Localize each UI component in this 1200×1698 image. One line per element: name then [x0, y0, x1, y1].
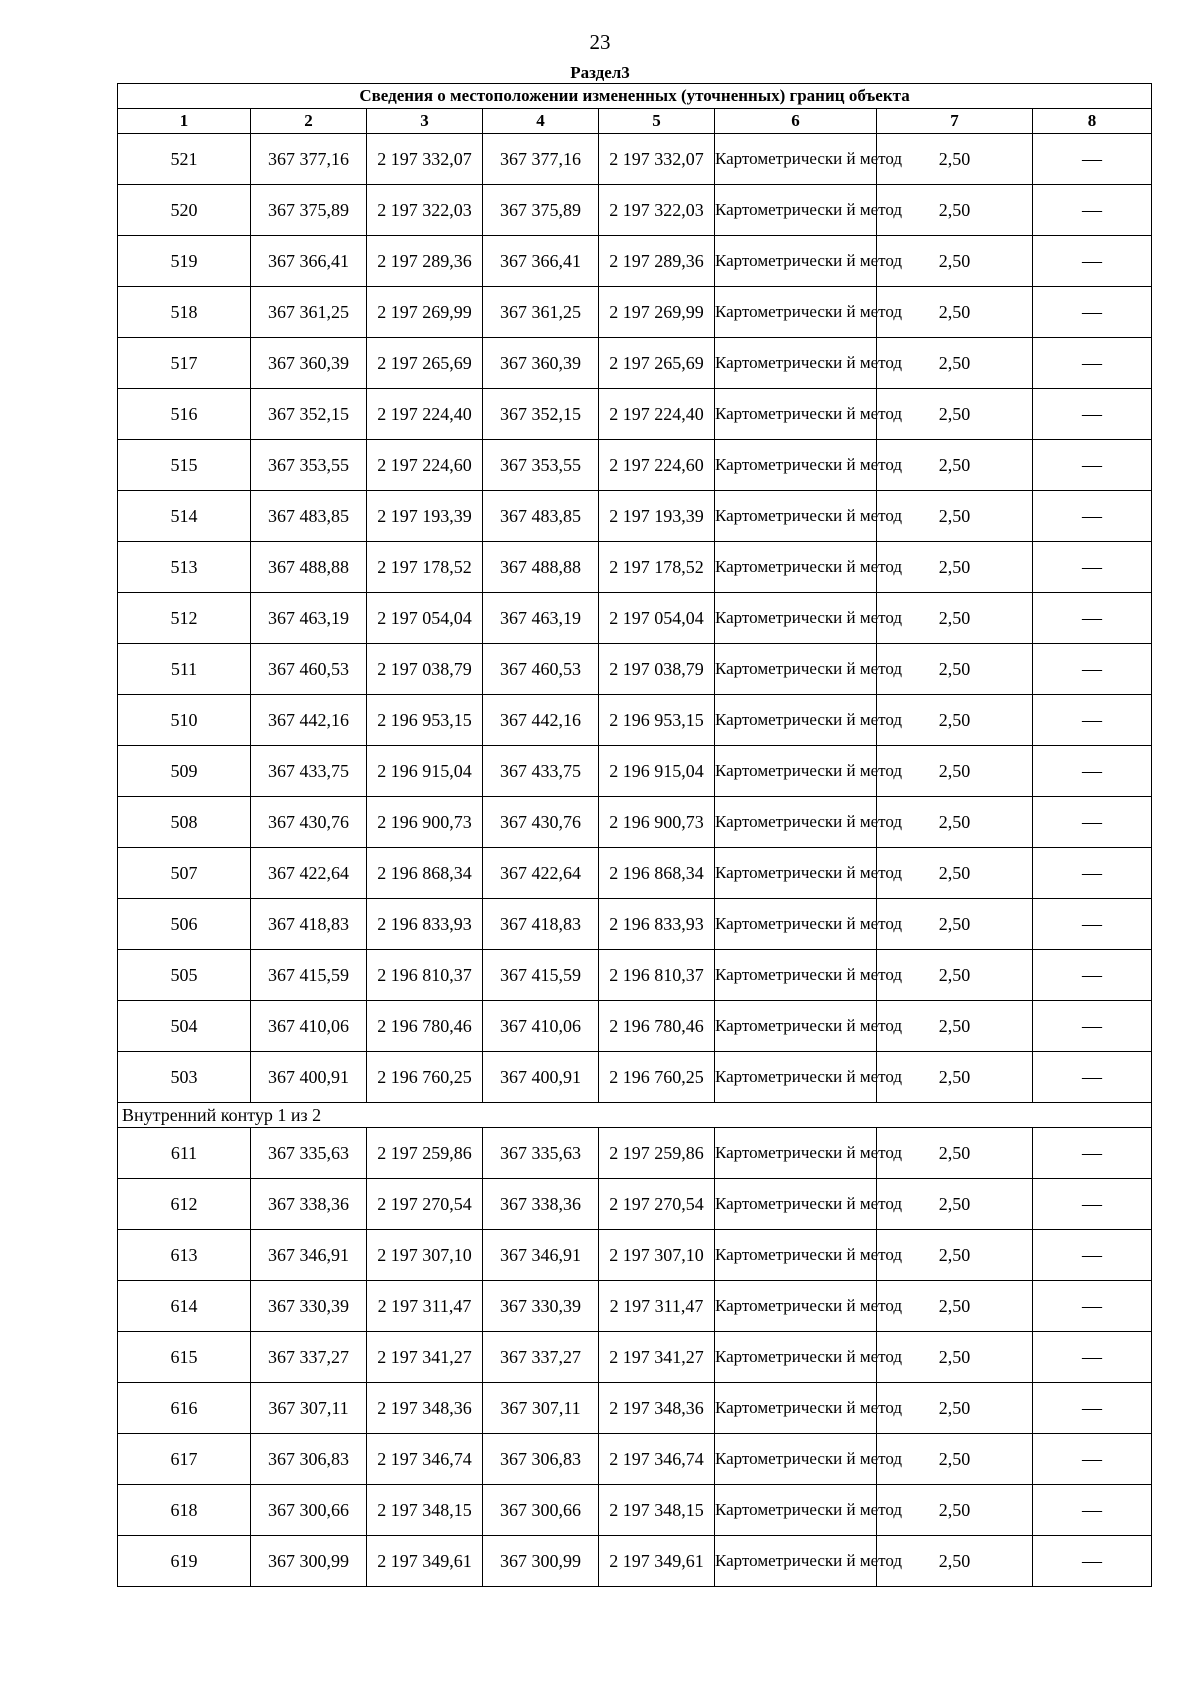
- cell-x-new: 367 418,83: [483, 899, 599, 950]
- cell-x-existing: 367 335,63: [251, 1128, 367, 1179]
- cell-note: —: [1033, 1128, 1152, 1179]
- cell-method: Картометрически й метод: [715, 389, 877, 440]
- cell-method: Картометрически й метод: [715, 236, 877, 287]
- cell-y-existing: 2 196 900,73: [367, 797, 483, 848]
- cell-x-existing: 367 352,15: [251, 389, 367, 440]
- cell-note: —: [1033, 1332, 1152, 1383]
- table-row: [118, 1485, 1152, 1536]
- cell-x-new: 367 463,19: [483, 593, 599, 644]
- cell-y-new: 2 197 038,79: [599, 644, 715, 695]
- column-header-3: 3: [367, 109, 483, 134]
- contour-row: [118, 1103, 1152, 1128]
- cell-method: Картометрически й метод: [715, 1128, 877, 1179]
- cell-y-existing: 2 197 054,04: [367, 593, 483, 644]
- cell-x-new: 367 307,11: [483, 1383, 599, 1434]
- cell-note: —: [1033, 1001, 1152, 1052]
- cell-method: Картометрически й метод: [715, 1383, 877, 1434]
- cell-note: —: [1033, 797, 1152, 848]
- cell-x-existing: 367 353,55: [251, 440, 367, 491]
- cell-x-new: 367 375,89: [483, 185, 599, 236]
- cell-point-number: 615: [118, 1332, 251, 1383]
- cell-note: —: [1033, 491, 1152, 542]
- cell-y-new: 2 197 259,86: [599, 1128, 715, 1179]
- cell-y-existing: 2 196 915,04: [367, 746, 483, 797]
- cell-x-existing: 367 418,83: [251, 899, 367, 950]
- column-header-2: 2: [251, 109, 367, 134]
- cell-x-new: 367 433,75: [483, 746, 599, 797]
- cell-x-existing: 367 300,99: [251, 1536, 367, 1587]
- cell-note: —: [1033, 389, 1152, 440]
- cell-y-existing: 2 197 332,07: [367, 134, 483, 185]
- cell-x-existing: 367 337,27: [251, 1332, 367, 1383]
- table-row: [118, 950, 1152, 1001]
- cell-y-new: 2 197 270,54: [599, 1179, 715, 1230]
- cell-accuracy: 2,50: [877, 185, 1033, 236]
- cell-x-existing: 367 488,88: [251, 542, 367, 593]
- cell-method: Картометрически й метод: [715, 797, 877, 848]
- cell-note: —: [1033, 950, 1152, 1001]
- cell-y-existing: 2 197 224,60: [367, 440, 483, 491]
- cell-x-existing: 367 300,66: [251, 1485, 367, 1536]
- cell-note: —: [1033, 1485, 1152, 1536]
- table-row: [118, 134, 1152, 185]
- cell-y-new: 2 197 178,52: [599, 542, 715, 593]
- cell-accuracy: 2,50: [877, 899, 1033, 950]
- cell-point-number: 508: [118, 797, 251, 848]
- cell-accuracy: 2,50: [877, 440, 1033, 491]
- cell-y-existing: 2 197 348,36: [367, 1383, 483, 1434]
- cell-accuracy: 2,50: [877, 491, 1033, 542]
- table-row: [118, 1281, 1152, 1332]
- cell-method: Картометрически й метод: [715, 950, 877, 1001]
- cell-note: —: [1033, 1434, 1152, 1485]
- cell-x-existing: 367 338,36: [251, 1179, 367, 1230]
- column-header-5: 5: [599, 109, 715, 134]
- table-row: [118, 848, 1152, 899]
- cell-y-existing: 2 197 341,27: [367, 1332, 483, 1383]
- cell-note: —: [1033, 695, 1152, 746]
- cell-y-existing: 2 196 810,37: [367, 950, 483, 1001]
- cell-accuracy: 2,50: [877, 1332, 1033, 1383]
- cell-note: —: [1033, 593, 1152, 644]
- cell-accuracy: 2,50: [877, 338, 1033, 389]
- cell-point-number: 619: [118, 1536, 251, 1587]
- cell-y-existing: 2 196 868,34: [367, 848, 483, 899]
- cell-y-new: 2 197 224,60: [599, 440, 715, 491]
- cell-method: Картометрически й метод: [715, 746, 877, 797]
- cell-method: Картометрически й метод: [715, 542, 877, 593]
- cell-note: —: [1033, 134, 1152, 185]
- cell-point-number: 519: [118, 236, 251, 287]
- cell-method: Картометрически й метод: [715, 1230, 877, 1281]
- cell-accuracy: 2,50: [877, 797, 1033, 848]
- cell-accuracy: 2,50: [877, 746, 1033, 797]
- cell-y-existing: 2 197 270,54: [367, 1179, 483, 1230]
- cell-y-existing: 2 197 307,10: [367, 1230, 483, 1281]
- table-row: [118, 491, 1152, 542]
- table-row: [118, 746, 1152, 797]
- cell-y-existing: 2 196 760,25: [367, 1052, 483, 1103]
- cell-accuracy: 2,50: [877, 1434, 1033, 1485]
- cell-y-new: 2 196 953,15: [599, 695, 715, 746]
- table-row: [118, 542, 1152, 593]
- column-header-7: 7: [877, 109, 1033, 134]
- cell-y-new: 2 197 346,74: [599, 1434, 715, 1485]
- cell-x-existing: 367 360,39: [251, 338, 367, 389]
- inner-contour-label: Внутренний контур 1 из 2: [118, 1103, 1152, 1128]
- cell-x-new: 367 410,06: [483, 1001, 599, 1052]
- cell-method: Картометрически й метод: [715, 899, 877, 950]
- cell-x-existing: 367 377,16: [251, 134, 367, 185]
- cell-y-existing: 2 197 269,99: [367, 287, 483, 338]
- cell-x-existing: 367 361,25: [251, 287, 367, 338]
- column-header-4: 4: [483, 109, 599, 134]
- cell-y-existing: 2 197 265,69: [367, 338, 483, 389]
- cell-x-new: 367 300,99: [483, 1536, 599, 1587]
- table-title: Сведения о местоположении измененных (уточненных) границ объекта: [118, 84, 1152, 109]
- cell-y-new: 2 197 269,99: [599, 287, 715, 338]
- cell-y-existing: 2 197 322,03: [367, 185, 483, 236]
- cell-y-new: 2 197 289,36: [599, 236, 715, 287]
- cell-method: Картометрически й метод: [715, 1434, 877, 1485]
- cell-point-number: 509: [118, 746, 251, 797]
- cell-note: —: [1033, 1383, 1152, 1434]
- cell-x-existing: 367 433,75: [251, 746, 367, 797]
- cell-y-new: 2 197 265,69: [599, 338, 715, 389]
- cell-y-existing: 2 197 289,36: [367, 236, 483, 287]
- cell-y-existing: 2 197 349,61: [367, 1536, 483, 1587]
- cell-point-number: 504: [118, 1001, 251, 1052]
- cell-y-new: 2 197 348,36: [599, 1383, 715, 1434]
- cell-x-new: 367 306,83: [483, 1434, 599, 1485]
- cell-y-existing: 2 197 348,15: [367, 1485, 483, 1536]
- cell-point-number: 512: [118, 593, 251, 644]
- cell-x-existing: 367 366,41: [251, 236, 367, 287]
- cell-accuracy: 2,50: [877, 287, 1033, 338]
- column-header-8: 8: [1033, 109, 1152, 134]
- cell-point-number: 503: [118, 1052, 251, 1103]
- cell-point-number: 618: [118, 1485, 251, 1536]
- cell-point-number: 521: [118, 134, 251, 185]
- cell-y-new: 2 196 780,46: [599, 1001, 715, 1052]
- cell-accuracy: 2,50: [877, 1179, 1033, 1230]
- cell-point-number: 505: [118, 950, 251, 1001]
- cell-note: —: [1033, 746, 1152, 797]
- cell-x-existing: 367 442,16: [251, 695, 367, 746]
- cell-method: Картометрически й метод: [715, 440, 877, 491]
- table-row: [118, 440, 1152, 491]
- cell-y-new: 2 197 054,04: [599, 593, 715, 644]
- cell-x-new: 367 360,39: [483, 338, 599, 389]
- cell-y-new: 2 197 193,39: [599, 491, 715, 542]
- cell-x-new: 367 442,16: [483, 695, 599, 746]
- cell-method: Картометрически й метод: [715, 695, 877, 746]
- table-row: [118, 1179, 1152, 1230]
- cell-x-new: 367 415,59: [483, 950, 599, 1001]
- cell-point-number: 616: [118, 1383, 251, 1434]
- cell-point-number: 611: [118, 1128, 251, 1179]
- inner-contour-rows: [118, 1128, 1152, 1587]
- cell-x-existing: 367 400,91: [251, 1052, 367, 1103]
- cell-accuracy: 2,50: [877, 848, 1033, 899]
- cell-point-number: 507: [118, 848, 251, 899]
- cell-x-existing: 367 306,83: [251, 1434, 367, 1485]
- cell-y-new: 2 197 332,07: [599, 134, 715, 185]
- table-row: [118, 1536, 1152, 1587]
- cell-x-new: 367 488,88: [483, 542, 599, 593]
- cell-y-new: 2 196 868,34: [599, 848, 715, 899]
- cell-accuracy: 2,50: [877, 1001, 1033, 1052]
- cell-accuracy: 2,50: [877, 1383, 1033, 1434]
- cell-point-number: 520: [118, 185, 251, 236]
- page-number: 23: [589, 30, 611, 54]
- cell-x-new: 367 361,25: [483, 287, 599, 338]
- cell-x-new: 367 335,63: [483, 1128, 599, 1179]
- cell-method: Картометрически й метод: [715, 848, 877, 899]
- cell-point-number: 513: [118, 542, 251, 593]
- table-row: [118, 1128, 1152, 1179]
- cell-x-existing: 367 463,19: [251, 593, 367, 644]
- cell-x-new: 367 338,36: [483, 1179, 599, 1230]
- cell-method: Картометрически й метод: [715, 1179, 877, 1230]
- cell-accuracy: 2,50: [877, 542, 1033, 593]
- table-row: [118, 644, 1152, 695]
- cell-accuracy: 2,50: [877, 1128, 1033, 1179]
- cell-x-existing: 367 346,91: [251, 1230, 367, 1281]
- table-row: [118, 185, 1152, 236]
- cell-y-new: 2 197 348,15: [599, 1485, 715, 1536]
- cell-accuracy: 2,50: [877, 644, 1033, 695]
- cell-x-new: 367 377,16: [483, 134, 599, 185]
- table-row: [118, 1052, 1152, 1103]
- cell-x-new: 367 430,76: [483, 797, 599, 848]
- table-row: [118, 1434, 1152, 1485]
- cell-note: —: [1033, 338, 1152, 389]
- table-row: [118, 695, 1152, 746]
- cell-y-new: 2 197 224,40: [599, 389, 715, 440]
- cell-y-existing: 2 196 833,93: [367, 899, 483, 950]
- cell-x-new: 367 337,27: [483, 1332, 599, 1383]
- cell-point-number: 518: [118, 287, 251, 338]
- cell-x-existing: 367 430,76: [251, 797, 367, 848]
- cell-y-new: 2 196 833,93: [599, 899, 715, 950]
- cell-accuracy: 2,50: [877, 1052, 1033, 1103]
- cell-y-existing: 2 197 193,39: [367, 491, 483, 542]
- cell-y-new: 2 197 322,03: [599, 185, 715, 236]
- cell-note: —: [1033, 236, 1152, 287]
- cell-point-number: 514: [118, 491, 251, 542]
- cell-y-new: 2 196 915,04: [599, 746, 715, 797]
- cell-note: —: [1033, 542, 1152, 593]
- cell-accuracy: 2,50: [877, 389, 1033, 440]
- cell-x-existing: 367 330,39: [251, 1281, 367, 1332]
- coordinates-table: [117, 83, 1152, 1587]
- cell-accuracy: 2,50: [877, 236, 1033, 287]
- cell-accuracy: 2,50: [877, 134, 1033, 185]
- cell-note: —: [1033, 1230, 1152, 1281]
- cell-point-number: 511: [118, 644, 251, 695]
- cell-point-number: 617: [118, 1434, 251, 1485]
- cell-x-existing: 367 307,11: [251, 1383, 367, 1434]
- cell-y-existing: 2 196 780,46: [367, 1001, 483, 1052]
- cell-note: —: [1033, 1281, 1152, 1332]
- cell-note: —: [1033, 899, 1152, 950]
- cell-x-existing: 367 422,64: [251, 848, 367, 899]
- cell-x-new: 367 400,91: [483, 1052, 599, 1103]
- table-row: [118, 899, 1152, 950]
- cell-point-number: 516: [118, 389, 251, 440]
- cell-note: —: [1033, 185, 1152, 236]
- cell-method: Картометрически й метод: [715, 491, 877, 542]
- table-row: [118, 1001, 1152, 1052]
- table-row: [118, 1332, 1152, 1383]
- cell-y-existing: 2 197 346,74: [367, 1434, 483, 1485]
- table-row: [118, 593, 1152, 644]
- cell-point-number: 612: [118, 1179, 251, 1230]
- table-row: [118, 338, 1152, 389]
- cell-x-new: 367 346,91: [483, 1230, 599, 1281]
- cell-x-new: 367 353,55: [483, 440, 599, 491]
- cell-point-number: 515: [118, 440, 251, 491]
- cell-y-new: 2 197 349,61: [599, 1536, 715, 1587]
- cell-x-new: 367 366,41: [483, 236, 599, 287]
- cell-accuracy: 2,50: [877, 1485, 1033, 1536]
- cell-x-new: 367 330,39: [483, 1281, 599, 1332]
- cell-method: Картометрически й метод: [715, 1332, 877, 1383]
- cell-x-new: 367 422,64: [483, 848, 599, 899]
- cell-x-existing: 367 483,85: [251, 491, 367, 542]
- cell-note: —: [1033, 1536, 1152, 1587]
- cell-accuracy: 2,50: [877, 1230, 1033, 1281]
- cell-accuracy: 2,50: [877, 1281, 1033, 1332]
- cell-x-existing: 367 415,59: [251, 950, 367, 1001]
- cell-method: Картометрически й метод: [715, 338, 877, 389]
- cell-x-existing: 367 375,89: [251, 185, 367, 236]
- table-row: [118, 797, 1152, 848]
- column-header-6: 6: [715, 109, 877, 134]
- cell-accuracy: 2,50: [877, 950, 1033, 1001]
- cell-method: Картометрически й метод: [715, 185, 877, 236]
- cell-method: Картометрически й метод: [715, 1001, 877, 1052]
- table-row: [118, 287, 1152, 338]
- cell-accuracy: 2,50: [877, 1536, 1033, 1587]
- cell-method: Картометрически й метод: [715, 644, 877, 695]
- table-row: [118, 236, 1152, 287]
- cell-method: Картометрически й метод: [715, 593, 877, 644]
- cell-method: Картометрически й метод: [715, 287, 877, 338]
- cell-point-number: 613: [118, 1230, 251, 1281]
- cell-accuracy: 2,50: [877, 593, 1033, 644]
- cell-method: Картометрически й метод: [715, 1485, 877, 1536]
- cell-y-new: 2 196 900,73: [599, 797, 715, 848]
- cell-point-number: 614: [118, 1281, 251, 1332]
- cell-y-new: 2 196 810,37: [599, 950, 715, 1001]
- column-header-1: 1: [118, 109, 251, 134]
- cell-y-new: 2 197 307,10: [599, 1230, 715, 1281]
- cell-note: —: [1033, 287, 1152, 338]
- cell-y-existing: 2 197 038,79: [367, 644, 483, 695]
- cell-x-existing: 367 410,06: [251, 1001, 367, 1052]
- table-row: [118, 1230, 1152, 1281]
- cell-y-existing: 2 197 224,40: [367, 389, 483, 440]
- cell-y-new: 2 196 760,25: [599, 1052, 715, 1103]
- cell-y-existing: 2 197 259,86: [367, 1128, 483, 1179]
- cell-point-number: 510: [118, 695, 251, 746]
- cell-x-new: 367 352,15: [483, 389, 599, 440]
- cell-note: —: [1033, 1179, 1152, 1230]
- cell-method: Картометрически й метод: [715, 1052, 877, 1103]
- cell-method: Картометрически й метод: [715, 1281, 877, 1332]
- table-row: [118, 1383, 1152, 1434]
- cell-y-existing: 2 197 178,52: [367, 542, 483, 593]
- table-row: [118, 389, 1152, 440]
- cell-note: —: [1033, 644, 1152, 695]
- section-title: Раздел3: [570, 63, 630, 82]
- cell-method: Картометрически й метод: [715, 134, 877, 185]
- cell-method: Картометрически й метод: [715, 1536, 877, 1587]
- cell-y-new: 2 197 311,47: [599, 1281, 715, 1332]
- cell-point-number: 506: [118, 899, 251, 950]
- cell-y-new: 2 197 341,27: [599, 1332, 715, 1383]
- cell-y-existing: 2 197 311,47: [367, 1281, 483, 1332]
- cell-y-existing: 2 196 953,15: [367, 695, 483, 746]
- cell-x-existing: 367 460,53: [251, 644, 367, 695]
- cell-note: —: [1033, 1052, 1152, 1103]
- cell-x-new: 367 460,53: [483, 644, 599, 695]
- outer-contour-rows: [118, 134, 1152, 1103]
- cell-point-number: 517: [118, 338, 251, 389]
- cell-x-new: 367 300,66: [483, 1485, 599, 1536]
- cell-accuracy: 2,50: [877, 695, 1033, 746]
- cell-note: —: [1033, 440, 1152, 491]
- cell-note: —: [1033, 848, 1152, 899]
- cell-x-new: 367 483,85: [483, 491, 599, 542]
